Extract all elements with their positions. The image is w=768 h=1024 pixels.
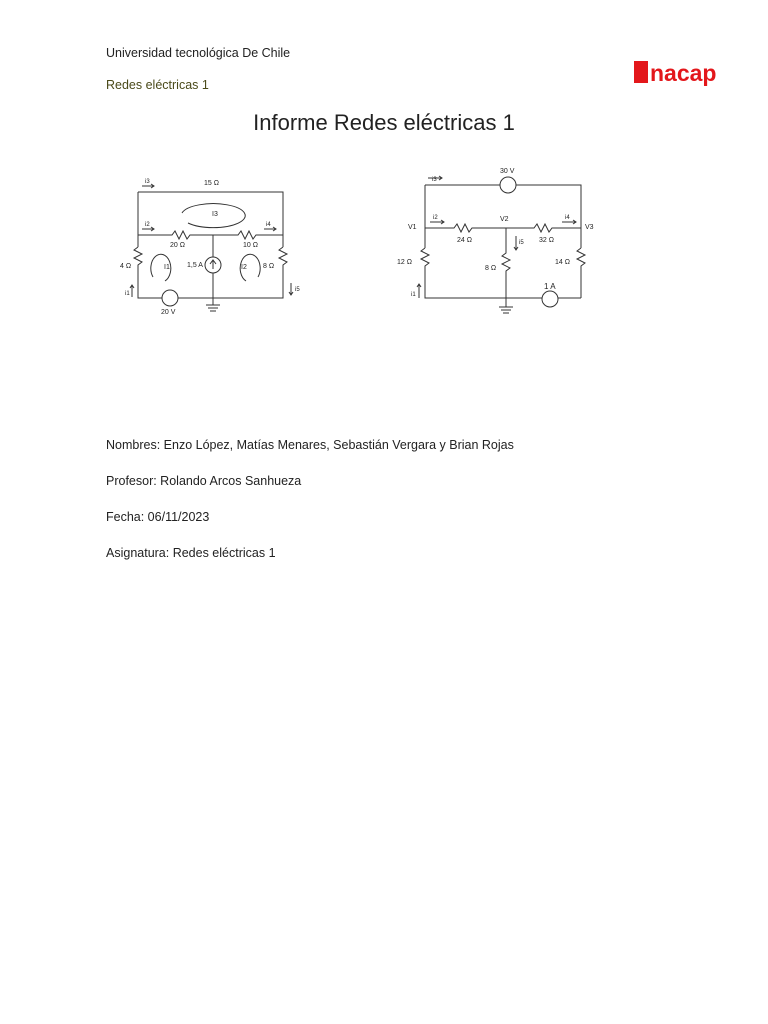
document-title: Informe Redes eléctricas 1: [253, 110, 515, 135]
circuit-diagram-mesh: [112, 165, 322, 325]
label-mesh-i3: I3: [212, 211, 218, 218]
university-name: Universidad tecnológica De Chile: [106, 46, 291, 60]
label-i3: i3: [145, 179, 150, 185]
label-i3: i3: [432, 177, 437, 183]
label-mesh-i1: I1: [164, 264, 170, 271]
label-i1: i1: [125, 291, 130, 297]
label-30v: 30 V: [500, 168, 515, 175]
label-i2: i2: [145, 222, 150, 228]
date-line: Fecha: 06/11/2023: [106, 510, 210, 524]
label-12ohm: 12 Ω: [397, 259, 412, 266]
professor-line: Profesor: Rolando Arcos Sanhueza: [106, 474, 302, 488]
label-i4: i4: [565, 215, 570, 221]
label-i5: i5: [519, 240, 524, 246]
label-4ohm: 4 Ω: [120, 263, 132, 270]
label-v2: V2: [500, 216, 509, 223]
authors-line: Nombres: Enzo López, Matías Menares, Sebastián Vergara y Brian Rojas: [106, 438, 514, 452]
label-24ohm: 24 Ω: [457, 237, 472, 244]
circuit-diagram-nodal: [390, 158, 610, 343]
label-v3: V3: [585, 224, 594, 231]
label-8ohm: 8 Ω: [263, 263, 275, 270]
label-8ohm: 8 Ω: [485, 265, 497, 272]
label-20v: 20 V: [161, 309, 176, 316]
label-v1: V1: [408, 224, 417, 231]
label-15ohm: 15 Ω: [204, 180, 219, 187]
label-20ohm: 20 Ω: [170, 242, 185, 249]
label-10ohm: 10 Ω: [243, 242, 258, 249]
label-i5: i5: [295, 287, 300, 293]
inacap-logo: [634, 58, 734, 88]
label-1a: 1 A: [544, 282, 556, 291]
label-32ohm: 32 Ω: [539, 237, 554, 244]
label-mesh-i2: I2: [241, 264, 247, 271]
label-i4: i4: [266, 222, 271, 228]
label-14ohm: 14 Ω: [555, 259, 570, 266]
course-name: Redes eléctricas 1: [106, 78, 209, 92]
label-i1: i1: [411, 292, 416, 298]
subject-line: Asignatura: Redes eléctricas 1: [106, 546, 276, 560]
label-current-source: 1,5 A: [187, 262, 203, 269]
label-i2: i2: [433, 215, 438, 221]
logo-text: nacap: [650, 60, 717, 86]
